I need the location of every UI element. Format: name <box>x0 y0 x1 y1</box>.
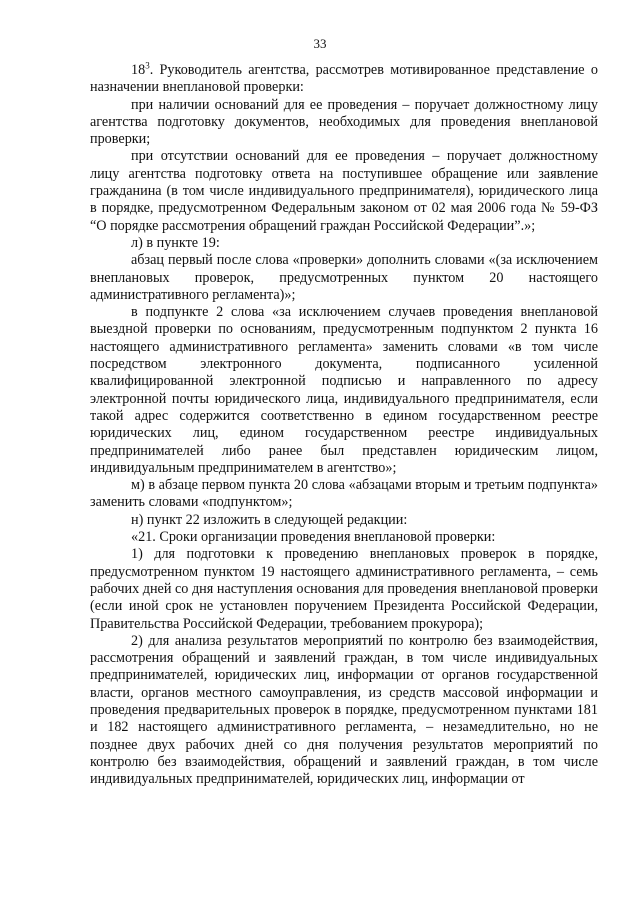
paragraph-grounds-absent: при отсутствии оснований для ее проведения – поручает должностному лицу агентства подготовку ответа на поступившее обращение или заявление гражданина (в том числе индивидуального предпринимателя), юридического лица в порядке, предусмотренном Федеральным законом от 02 мая 2006 года № 59-ФЗ “О порядке рассмотрения обращений граждан Российской Федерации”.»; <box>90 148 598 234</box>
paragraph-item-n: н) пункт 22 изложить в следующей редакции: <box>131 511 408 528</box>
paragraph-item-m: м) в абзаце первом пункта 20 слова «абзацами вторым и третьим подпункта» заменить словами «подпунктом»; <box>90 477 598 511</box>
paragraph-18-3 <box>90 62 598 97</box>
paragraph-number-superscript: 3 <box>145 60 150 71</box>
paragraph-grounds-present: при наличии оснований для ее проведения – поручает должностному лицу агентства подготовку документов, необходимых для проведения внеплановой проверки; <box>90 96 598 148</box>
document-body <box>90 62 598 788</box>
paragraph-item-21-heading: «21. Сроки организации проведения внеплановой проверки: <box>131 529 496 546</box>
page-number: 33 <box>313 36 327 51</box>
paragraph-subitem-1: 1) для подготовки к проведению внеплановых проверок в порядке, предусмотренном пунктом 19 настоящего административного регламента, – семь рабочих дней со дня наступления основания для проведения внеплановой проверки (если иной срок не установлен поручением Президента Российской Федерации, Правительства Российской Федерации, требованием прокурора); <box>90 546 598 632</box>
paragraph-text: . Руководитель агентства, рассмотрев мотивированное представление о назначении внеплановой проверки: <box>90 62 598 96</box>
paragraph-first-indent-amendment: абзац первый после слова «проверки» дополнить словами «(за исключением внеплановых проверок, предусмотренных пунктом 20 настоящего административного регламента)»; <box>90 252 598 303</box>
paragraph-subitem-2: 2) для анализа результатов мероприятий по контролю без взаимодействия, рассмотрения обращений и заявлений граждан, в том числе индивидуальных предпринимателей, юридических лиц, информации от органов государственной власти, органов местного самоуправления, из средств массовой информации и проведения предварительных проверок в порядке, предусмотренном пунктами 181 и 182 настоящего административного регламента, – незамедлительно, но не позднее двух рабочих дней со дня получения результатов мероприятий по контролю без взаимодействия, обращений и заявлений граждан, в том числе индивидуальных предпринимателей, юридических лиц, информации от <box>90 632 598 788</box>
paragraph-item-l: л) в пункте 19: <box>131 234 220 251</box>
paragraph-subitem-2-amendment: в подпункте 2 слова «за исключением случаев проведения внеплановой выездной проверки по основаниям, предусмотренным подпунктом 2 пункта 16 настоящего административного регламента» заменить словами «в том числе посредством электронного документа, подписанного усиленной квалифицированной электронной подписью и направленного по адресу электронной почты юридического лица, индивидуального предпринимателя, если такой адрес содержится соответственно в едином государственном реестре юридических лиц, едином государственном реестре индивидуальных предпринимателей либо ранее был представлен юридическим лицом, индивидуальным предпринимателем в агентство»; <box>90 304 598 476</box>
paragraph-number: 18 <box>131 62 146 78</box>
